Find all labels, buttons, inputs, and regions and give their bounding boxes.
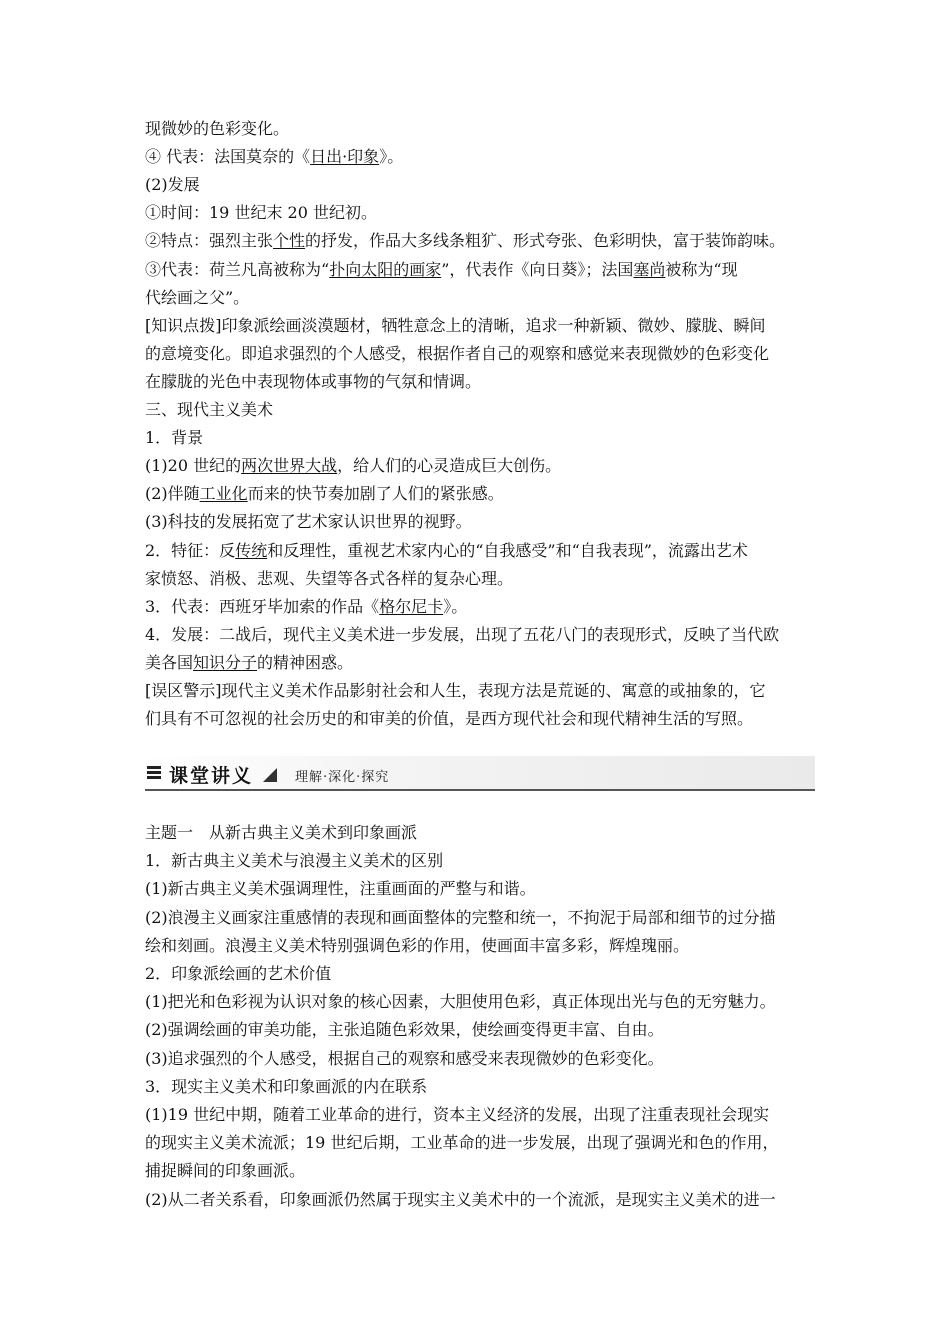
text-segment: 被称为“现: [665, 259, 738, 279]
text-segment: (3)追求强烈的个人感受，根据自己的观察和感受来表现微妙的色彩变化。: [145, 1048, 664, 1068]
text-line: [145, 260, 815, 280]
text-segment: 家愤怒、消极、悲观、失望等各式各样的复杂心理。: [145, 568, 514, 588]
text-line: [145, 428, 815, 448]
text-line: [145, 512, 815, 532]
text-segment: ③代表：荷兰凡高被称为“: [145, 259, 330, 279]
text-line: [145, 1020, 815, 1040]
text-line: [145, 147, 815, 167]
text-segment: 的意境变化。即追求强烈的个人感受，根据作者自己的观察和感觉来表现微妙的色彩变化: [145, 343, 770, 363]
text-segment: 1．背景: [145, 428, 204, 448]
text-line: [145, 1161, 815, 1181]
underlined-term: 个性: [273, 231, 306, 251]
text-segment: 美各国: [145, 652, 194, 672]
text-segment: 3．代表：西班牙毕加索的作品《: [145, 596, 380, 616]
underlined-term: 知识分子: [193, 652, 258, 672]
triangle-icon: [263, 768, 277, 782]
text-line: [145, 1105, 815, 1125]
text-segment: ”，代表作《向日葵》；法国: [441, 259, 634, 279]
text-segment: (1)新古典主义美术强调理性，注重画面的严整与和谐。: [145, 879, 536, 899]
text-segment: 1．新古典主义美术与浪漫主义美术的区别: [145, 851, 444, 871]
text-segment: 》。: [379, 147, 404, 167]
text-segment: (2)从二者关系看，印象画派仍然属于现实主义美术中的一个流派，是现实主义美术的进一: [145, 1189, 776, 1209]
underlined-term: 塞尚: [633, 259, 666, 279]
text-line: [145, 569, 815, 589]
text-line: [145, 964, 815, 984]
text-line: [145, 625, 815, 645]
text-segment: 们具有不可忽视的社会历史的和审美的价值，是西方现代社会和现代精神生活的写照。: [145, 709, 754, 729]
banner-subtitle: 理解·深化·探究: [295, 770, 390, 785]
text-segment: 在朦胧的光色中表现物体或事物的气氛和情调。: [145, 371, 482, 391]
text-line: [145, 597, 815, 617]
text-segment: 现微妙的色彩变化。: [145, 119, 290, 138]
text-line: [145, 484, 815, 504]
text-line: [145, 681, 815, 701]
text-line: [145, 316, 815, 336]
text-segment: (2)发展: [145, 175, 200, 195]
text-segment: 绘和刻画。浪漫主义美术特别强调色彩的作用，使画面丰富多彩，辉煌瑰丽。: [145, 935, 690, 955]
underlined-term: 扑向太阳的画家: [329, 259, 442, 279]
text-line: [145, 851, 815, 871]
text-segment: 的抒发，作品大多线条粗犷、形式夸张、色彩明快，富于装饰韵味。: [305, 231, 786, 251]
text-segment: 的现实主义美术流派；19 世纪后期，工业革命的进一步发展，出现了强调光和色的作用，: [145, 1133, 779, 1153]
text-segment: 2．印象派绘画的艺术价值: [145, 964, 332, 983]
text-line: [145, 1133, 815, 1153]
text-segment: 三、现代主义美术: [145, 400, 274, 419]
text-segment: (1)把光和色彩视为认识对象的核心因素，大胆使用色彩，真正体现出光与色的无穷魅力。: [145, 992, 776, 1012]
text-line: [145, 1190, 815, 1210]
underlined-term: 格尔尼卡: [379, 596, 444, 616]
text-line: [145, 541, 815, 561]
text-segment: ①时间：19 世纪末 20 世纪初。: [145, 203, 377, 223]
text-segment: ，给人们的心灵造成巨大创伤。: [337, 456, 562, 476]
text-line: [145, 1077, 815, 1097]
text-segment: (2)浪漫主义画家注重感情的表现和画面整体的完整和统一，不拘泥于局部和细节的过分描: [145, 907, 776, 927]
text-line: [145, 879, 815, 899]
text-segment: (2)伴随: [145, 484, 200, 504]
text-line: [145, 1049, 815, 1069]
text-segment: 捕捉瞬间的印象画派。: [145, 1161, 306, 1181]
section-banner: [145, 756, 815, 802]
text-line: [145, 653, 815, 673]
text-segment: 的精神困惑。: [257, 652, 354, 672]
text-line: [145, 288, 815, 308]
text-line: [145, 936, 815, 956]
text-line: [145, 823, 815, 843]
text-line: [145, 908, 815, 928]
text-segment: 和反理性，重视艺术家内心的“自我感受”和“自我表现”，流露出艺术: [267, 540, 748, 560]
text-line: [145, 119, 815, 139]
underlined-term: 日出·印象: [310, 147, 380, 167]
text-segment: 主题一 从新古典主义美术到印象画派: [145, 823, 418, 842]
text-line: [145, 231, 815, 251]
text-line: [145, 456, 815, 476]
text-segment: [误区警示]现代主义美术作品影射社会和人生，表现方法是荒诞的、寓意的或抽象的，它: [145, 681, 766, 700]
text-segment: 4．发展：二战后，现代主义美术进一步发展，出现了五花八门的表现形式，反映了当代欧: [145, 624, 780, 644]
stripes-icon: [147, 766, 161, 782]
text-segment: [知识点拨]印象派绘画淡漠题材，牺牲意念上的清晰，追求一种新颖、微妙、朦胧、瞬间: [145, 315, 766, 335]
text-segment: 2．特征：反: [145, 540, 236, 560]
banner-title: 课堂讲义: [169, 765, 254, 787]
text-segment: 3．现实主义美术和印象画派的内在联系: [145, 1076, 428, 1096]
text-line: [145, 400, 815, 420]
text-segment: ②特点：强烈主张: [145, 231, 274, 251]
text-segment: ④ 代表：法国莫奈的《: [145, 147, 311, 167]
text-segment: (1)20 世纪的: [145, 456, 242, 476]
text-line: [145, 203, 815, 223]
text-line: [145, 344, 815, 364]
underlined-term: 传统: [235, 540, 268, 560]
text-segment: 而来的快节奏加剧了人们的紧张感。: [247, 484, 504, 504]
underlined-term: 工业化: [199, 484, 248, 504]
text-line: [145, 372, 815, 392]
text-line: [145, 175, 815, 195]
text-segment: (3)科技的发展拓宽了艺术家认识世界的视野。: [145, 512, 472, 532]
text-segment: (1)19 世纪中期，随着工业革命的进行，资本主义经济的发展，出现了注重表现社会现实: [145, 1105, 770, 1124]
text-line: [145, 709, 815, 729]
text-segment: 代绘画之父”。: [145, 287, 250, 307]
text-line: [145, 992, 815, 1012]
text-segment: (2)强调绘画的审美功能，主张追随色彩效果，使绘画变得更丰富、自由。: [145, 1020, 664, 1040]
underlined-term: 两次世界大战: [241, 456, 338, 476]
text-segment: 》。: [443, 596, 468, 616]
banner-rule: [145, 789, 815, 791]
